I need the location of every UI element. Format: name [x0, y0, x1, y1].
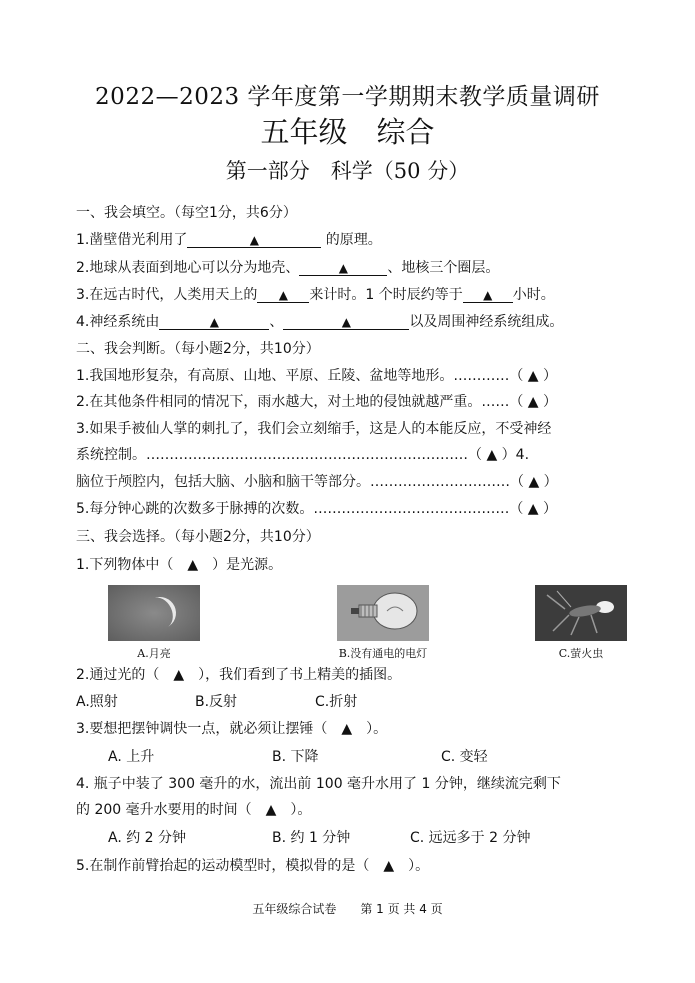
s3-q4-line1: 4. 瓶子中装了 300 毫升的水，流出前 100 毫升水用了 1 分钟，继续流完剩下 [76, 776, 561, 792]
s2-q1: 1.我国地形复杂，有高原、山地、平原、丘陵、盆地等地形。…………（ ▲ ） [76, 368, 558, 384]
s3-q4-options: A. 约 2 分钟 B. 约 1 分钟 C. 远远多于 2 分钟 [108, 830, 531, 846]
s3-q2-options: A.照射 B.反射 C.折射 [76, 694, 358, 710]
exam-title: 2022—2023 学年度第一学期期末教学质量调研 [95, 84, 600, 110]
s3-q5: 5.在制作前臂抬起的运动模型时，模拟骨的是（ ▲ ）。 [76, 858, 430, 874]
answer-blank: ▲ [283, 312, 409, 330]
s3-q2: 2.通过光的（ ▲ ），我们看到了书上精美的插图。 [76, 667, 402, 683]
s2-q2: 2.在其他条件相同的情况下，雨水越大，对土地的侵蚀就越严重。……（ ▲ ） [76, 394, 558, 410]
s1-q2: 2.地球从表面到地心可以分为地壳、 ▲ 、地核三个圈层。 [76, 260, 500, 276]
option-caption: C.萤火虫 [558, 647, 604, 660]
firefly-picture [535, 585, 627, 641]
answer-blank: ▲ [463, 285, 513, 303]
option-caption: B.没有通电的电灯 [338, 647, 428, 660]
s3-q3-options: A. 上升 B. 下降 C. 变轻 [108, 749, 488, 765]
s3-q1: 1.下列物体中（ ▲ ）是光源。 [76, 557, 283, 573]
option-caption: A.月亮 [137, 647, 171, 660]
answer-blank: ▲ [159, 312, 269, 330]
answer-blank: ▲ [187, 230, 321, 248]
page-footer: 五年级综合试卷 第 1 页 共 4 页 [252, 902, 443, 916]
s3-q3: 3.要想把摆钟调快一点，就必须让摆锤（ ▲ ）。 [76, 721, 388, 737]
s1-q3: 3.在远古时代，人类用天上的 ▲ 来计时。1 个时辰约等于 ▲ 小时。 [76, 287, 555, 303]
s2-q3-line2: 系统控制。……………………………………………………………（ ▲ ）4. [76, 447, 530, 463]
section2-heading: 二、我会判断。（每小题2分，共10分） [76, 341, 320, 357]
exam-subtitle: 五年级 综合 [260, 115, 435, 149]
answer-blank: ▲ [257, 285, 309, 303]
s1-q4: 4.神经系统由 ▲ 、 ▲ 以及周围神经系统组成。 [76, 314, 564, 330]
exam-part-title: 第一部分 科学（50 分） [225, 159, 470, 183]
s2-q5: 5.每分钟心跳的次数多于脉搏的次数。……………………………………（ ▲ ） [76, 501, 558, 517]
s1-q1: 1.凿壁借光利用了 ▲ 的原理。 [76, 232, 382, 248]
s3-q4-line2: 的 200 毫升水要用的时间（ ▲ ）。 [76, 802, 312, 818]
s2-q4: 脑位于颅腔内，包括大脑、小脑和脑干等部分。…………………………（ ▲ ） [76, 474, 558, 490]
light-bulb-picture [337, 585, 429, 641]
section1-heading: 一、我会填空。（每空1分，共6分） [76, 205, 297, 221]
moon-picture [108, 585, 200, 641]
section3-heading: 三、我会选择。（每小题2分，共10分） [76, 529, 320, 545]
s2-q3-line1: 3.如果手被仙人掌的刺扎了，我们会立刻缩手，这是人的本能反应，不受神经 [76, 421, 552, 437]
answer-blank: ▲ [299, 258, 387, 276]
